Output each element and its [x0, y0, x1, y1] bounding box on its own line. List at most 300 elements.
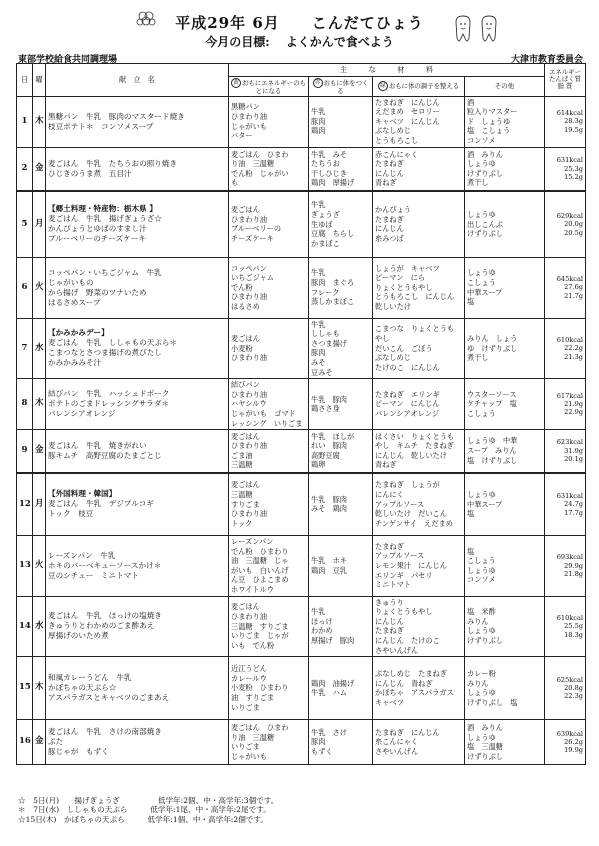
- weekday-cell: 金: [33, 147, 46, 191]
- ingredient: 黒糖パン: [231, 102, 260, 112]
- col-menu: 献 立 名: [46, 64, 229, 97]
- menu-item: こまつなとさつま揚げの煮びたし: [48, 348, 162, 358]
- ingredient: いりごま: [231, 742, 260, 752]
- menu-item: 麦ごはん 牛乳 たちうおの照り焼き: [48, 158, 178, 168]
- ingredient: しょうゆ: [467, 565, 496, 575]
- ingredient: 煮干し: [467, 178, 489, 188]
- ingredient: にんじん たけのこ: [375, 636, 440, 646]
- day-cell: 6: [17, 257, 33, 318]
- ingredient: こしょう: [467, 408, 496, 418]
- nutrition-value: 25.5g: [564, 622, 584, 631]
- menu-cell: [46, 379, 229, 430]
- ingredient-cell: [465, 257, 545, 318]
- table-row: [17, 379, 586, 430]
- ingredient: 塩 三温糖: [467, 742, 503, 752]
- menu-cell: [46, 430, 229, 473]
- ingredient: 糸こんにゃく: [375, 737, 418, 747]
- ingredient: ぶなしめじ: [375, 126, 411, 136]
- ingredient-cell: [465, 96, 545, 147]
- ingredient: しょうが キャベツ: [375, 263, 440, 273]
- ingredient: ド しょうゆ: [467, 116, 511, 126]
- ingredient-cell: [309, 257, 373, 318]
- ingredient-cell: [229, 318, 309, 379]
- ingredient: しょうゆ: [467, 688, 496, 698]
- ingredient-cell: [229, 430, 309, 473]
- ingredient: たちうお: [311, 159, 340, 169]
- col-other: その他: [465, 76, 545, 96]
- ingredient-cell: [309, 720, 373, 765]
- menu-item: バレンシアオレンジ: [48, 409, 116, 419]
- ingredient: たまねぎ にんじん: [375, 727, 440, 737]
- nutrition-value: 22.3g: [564, 692, 584, 701]
- menu-item: ぶた: [48, 737, 64, 747]
- ingredient: にんじん 青ねぎ: [375, 678, 433, 688]
- ingredient-cell: [373, 257, 465, 318]
- page-title: 平成29年 6月 こんだてひょう: [175, 14, 424, 32]
- ingredient: はるさめ: [231, 301, 260, 311]
- ingredient: かんぴょう: [375, 205, 411, 215]
- ingredient: 豆腐 ちらし: [311, 229, 355, 239]
- col-day: 日: [17, 64, 33, 97]
- ingredient: たけのこ にんじん: [375, 362, 440, 372]
- ingredient: 三温糖 すりごま: [231, 621, 289, 631]
- weekday-cell: 水: [33, 318, 46, 379]
- menu-cell: [46, 318, 229, 379]
- ingredient: コンソメ: [467, 135, 496, 145]
- col-nutrition: エネルギー たんぱく質 脂 質: [545, 64, 586, 97]
- ingredient: 赤こんにゃく: [375, 149, 418, 159]
- ingredient: いちごジャム: [231, 273, 274, 283]
- ingredient: ししゃも: [311, 329, 340, 339]
- ingredient: 豚肉: [311, 737, 326, 747]
- ingredient: 豚肉 まぐろ: [311, 277, 355, 287]
- nutrition-value: 31.9g: [564, 446, 584, 455]
- day-cell: 12: [17, 473, 33, 536]
- nutrition-value: 19.5g: [564, 125, 584, 134]
- nutrition-cell: [545, 379, 586, 430]
- ingredient: たまねぎ エリンギ: [375, 389, 440, 399]
- ingredient: ピーマン にら: [375, 273, 426, 283]
- ingredient: さつま揚げ: [311, 338, 347, 348]
- ingredient: にんじん: [375, 224, 404, 234]
- ingredient: もずく: [311, 747, 333, 757]
- ingredient: しょうゆ: [467, 209, 496, 219]
- ingredient: 塩: [467, 297, 475, 307]
- nutrition-value: 29.9g: [564, 561, 584, 570]
- menu-rows: [17, 96, 586, 765]
- kitchen-name: 東部学校給食共同調理場: [18, 55, 118, 65]
- ingredient: けずりぶし: [467, 168, 503, 178]
- ingredient: しょうゆ: [467, 159, 496, 169]
- ingredient-cell: [309, 536, 373, 597]
- col-energy-foods: 黄 おもにエネルギーのもとになる: [229, 76, 309, 96]
- menu-item: 黒糖パン 牛乳 豚肉のマスタード焼き: [48, 111, 185, 121]
- weekday-cell: 水: [33, 596, 46, 657]
- ingredient: 青ねぎ: [375, 178, 397, 188]
- menu-item: トック 枝豆: [48, 509, 94, 519]
- ingredient: コッペパン: [231, 263, 267, 273]
- menu-item: 豚じゃが もずく: [48, 747, 109, 757]
- nutrition-value: 21.8g: [564, 570, 584, 579]
- ingredient: みりん しょう: [467, 333, 518, 343]
- ingredient: ひまわり油: [231, 214, 267, 224]
- nutrition-value: 631kcal: [556, 491, 584, 500]
- ingredient: すりごま: [231, 499, 260, 509]
- ingredient: 鶏肉 豆乳: [311, 565, 347, 575]
- ingredient: 塩 こしょう: [467, 126, 511, 136]
- footnote: ＊ 7日(水) ししゃもの天ぷら 低学年:1尾、中・高学年:2尾です。: [18, 805, 271, 815]
- nutrition-value: 631kcal: [556, 156, 584, 165]
- nutrition-value: 22.2g: [564, 344, 584, 353]
- menu-cell: [46, 596, 229, 657]
- ingredient-cell: [309, 657, 373, 720]
- table-row: [17, 147, 586, 191]
- weekday-cell: 木: [33, 379, 46, 430]
- ingredient: ん豆 ひよこまめ: [231, 575, 289, 585]
- day-cell: 15: [17, 657, 33, 720]
- ingredient: ひまわり油: [231, 612, 267, 622]
- ingredient-cell: [309, 191, 373, 257]
- menu-cell: [46, 147, 229, 191]
- ingredient: 酒: [467, 97, 475, 107]
- nutrition-cell: [545, 257, 586, 318]
- ingredient: しょうゆ: [467, 732, 496, 742]
- ingredient-cell: [309, 147, 373, 191]
- ingredient: 塩: [467, 546, 475, 556]
- weekday-cell: 金: [33, 720, 46, 765]
- ingredient: 牛乳: [311, 607, 326, 617]
- ingredient: 牛乳 ハム: [311, 688, 347, 698]
- ingredient: カレールウ: [231, 673, 267, 683]
- ingredient: 煮干し: [467, 353, 489, 363]
- ingredient: ぶなしめじ: [375, 353, 411, 363]
- ingredient: しょうゆ: [467, 626, 496, 636]
- ingredient: 豚肉: [311, 116, 326, 126]
- ingredient: みりん: [467, 678, 489, 688]
- ingredient: りょくとうもやし: [375, 282, 433, 292]
- table-row: [17, 430, 586, 473]
- weekday-cell: 金: [33, 430, 46, 473]
- ingredient: 小麦粉: [231, 343, 253, 353]
- table-row: [17, 96, 586, 147]
- ingredient: ウスターソース: [467, 389, 517, 399]
- ingredient: 鶏ささ身: [311, 404, 340, 414]
- ingredient-cell: [373, 473, 465, 536]
- ingredient-cell: [373, 96, 465, 147]
- ingredient: にんにく: [375, 489, 404, 499]
- ingredient: 牛乳: [311, 319, 326, 329]
- col-ingredients: 主 な 材 料: [229, 64, 545, 77]
- nutrition-cell: [545, 657, 586, 720]
- ingredient-cell: [373, 379, 465, 430]
- ingredient-cell: [229, 473, 309, 536]
- ingredient: 麦ごはん ひまわ: [231, 149, 289, 159]
- ingredient: にんじん 乾しいたけ: [375, 450, 447, 460]
- ingredient: だいこん ごぼう: [375, 343, 433, 353]
- ingredient-cell: [465, 657, 545, 720]
- ingredient-cell: [373, 191, 465, 257]
- ingredient-cell: [465, 191, 545, 257]
- nutrition-cell: [545, 473, 586, 536]
- ingredient: はくさい りょくとうも: [375, 431, 455, 441]
- ingredient: こまつな りょくとうも: [375, 324, 455, 334]
- ingredient-cell: [465, 473, 545, 536]
- ingredient: 干しひじき: [311, 168, 347, 178]
- day-cell: 2: [17, 147, 33, 191]
- weekday-cell: 木: [33, 657, 46, 720]
- day-cell: 16: [17, 720, 33, 765]
- nutrition-value: 17.7g: [564, 508, 584, 517]
- ingredient: 麦ごはん: [231, 205, 260, 215]
- ingredient-cell: [465, 596, 545, 657]
- nutrition-value: 22.9g: [564, 408, 584, 417]
- ingredient-cell: [373, 657, 465, 720]
- ingredient: しょうゆ: [467, 489, 496, 499]
- menu-item: 麦ごはん 牛乳 揚げぎょうざ☆: [48, 214, 162, 224]
- menu-item: 枝豆ポテト＊ コンソメスープ: [48, 121, 154, 131]
- ingredient-cell: [309, 430, 373, 473]
- ingredient: えだまめ セロリー: [375, 107, 440, 117]
- nutrition-value: 21.7g: [564, 291, 584, 300]
- ingredient: 三温糖: [231, 460, 253, 470]
- ingredient: いも でん粉: [231, 640, 275, 650]
- menu-cell: [46, 536, 229, 597]
- weekday-cell: 火: [33, 536, 46, 597]
- day-cell: 8: [17, 379, 33, 430]
- menu-item: から揚げ 野菜のツナいため: [48, 287, 147, 297]
- table-row: [17, 596, 586, 657]
- nutrition-cell: [545, 318, 586, 379]
- ingredient: 酒 みりん: [467, 149, 503, 159]
- ingredient: けずりぶし: [467, 636, 503, 646]
- ingredient: 豚肉: [311, 348, 326, 358]
- ingredient: 麦ごはん: [231, 333, 260, 343]
- ingredient: でん粉: [231, 282, 253, 292]
- menu-item: ひじきのうま煮 五目汁: [48, 168, 132, 178]
- menu-item: かんぴょうとゆばのすまし汁: [48, 224, 147, 234]
- menu-item: 豚キムチ 高野豆腐のたまごとじ: [48, 450, 162, 460]
- ingredient: みそ: [311, 357, 326, 367]
- ingredient: ゆ けずりぶし: [467, 343, 518, 353]
- menu-item: 麦ごはん 牛乳 さけの南部焼き: [48, 727, 162, 737]
- nutrition-value: 693kcal: [556, 553, 584, 562]
- ingredient: にんじん: [375, 616, 404, 626]
- menu-item: 【かみかみデー】: [48, 328, 109, 338]
- nutrition-value: 20.1g: [564, 455, 584, 464]
- ingredient-cell: [309, 596, 373, 657]
- menu-item: 麦ごはん 牛乳 焼きがれい: [48, 440, 147, 450]
- nutrition-value: 19.9g: [564, 746, 584, 755]
- ingredient: ほっけ: [311, 616, 333, 626]
- ingredient: ひまわり油: [231, 292, 267, 302]
- nutrition-value: 625kcal: [556, 675, 584, 684]
- ingredient: ハヤシルウ: [231, 399, 267, 409]
- ingredient: 麦ごはん ひまわ: [231, 723, 289, 733]
- col-body-foods: 赤 おもに体をつくる: [309, 76, 373, 96]
- menu-item: 結びパン 牛乳 ハッシュドポーク: [48, 389, 170, 399]
- ingredient-cell: [229, 147, 309, 191]
- ingredient-cell: [373, 147, 465, 191]
- weekday-cell: 月: [33, 191, 46, 257]
- nutrition-value: 27.6g: [564, 283, 584, 292]
- ingredient: やし キムチ たまねぎ: [375, 441, 454, 451]
- ingredient: 牛乳: [311, 200, 326, 210]
- nutrition-value: 26.2g: [564, 738, 584, 747]
- menu-item: アスパラガスとキャベツのごまあえ: [48, 693, 170, 703]
- nutrition-value: 24.7g: [564, 500, 584, 509]
- nutrition-value: 645kcal: [556, 274, 584, 283]
- ingredient: やし: [375, 333, 390, 343]
- tooth-characters-icon: [452, 14, 504, 48]
- table-row: [17, 257, 586, 318]
- nutrition-value: 20.0g: [564, 220, 584, 229]
- ingredient-cell: [309, 318, 373, 379]
- day-cell: 5: [17, 191, 33, 257]
- ingredient: 麦ごはん: [231, 480, 260, 490]
- ingredient-cell: [465, 318, 545, 379]
- ingredient: いりごま じゃが: [231, 631, 289, 641]
- ingredient: スープ みりん: [467, 446, 517, 456]
- ingredient: にんじん: [375, 168, 404, 178]
- ingredient: 近江うどん: [231, 664, 267, 674]
- ingredient-cell: [229, 596, 309, 657]
- menu-item: 豆のシチュー ミニトマト: [48, 570, 139, 580]
- ingredient: カレー粉: [467, 669, 496, 679]
- ingredient: 牛乳 みそ: [311, 149, 347, 159]
- nutrition-value: 21.9g: [564, 399, 584, 408]
- table-row: [17, 318, 586, 379]
- ingredient-cell: [229, 191, 309, 257]
- ingredient: 豆みそ: [311, 367, 333, 377]
- ingredient-cell: [373, 536, 465, 597]
- ingredient: 中華スープ: [467, 499, 503, 509]
- ingredient-cell: [229, 257, 309, 318]
- ingredient: ひまわり油: [231, 389, 267, 399]
- ingredient: 牛乳 ホキ: [311, 556, 347, 566]
- ingredient-cell: [229, 720, 309, 765]
- day-cell: 1: [17, 96, 33, 147]
- table-row: [17, 191, 586, 257]
- ingredient-cell: [229, 379, 309, 430]
- ingredient: たまねぎ: [375, 159, 404, 169]
- ingredient: フレーク: [311, 287, 340, 297]
- board-name: 大津市教育委員会: [510, 55, 583, 65]
- ingredient: 中華スープ: [467, 287, 503, 297]
- ingredient: エリンギ パセリ: [375, 570, 433, 580]
- menu-item: 和風カレーうどん 牛乳: [48, 673, 132, 683]
- nutrition-value: 623kcal: [556, 438, 584, 447]
- ingredient: 乾しいたけ: [375, 301, 411, 311]
- ingredient: 鶏卵: [311, 460, 326, 470]
- ingredient: 高野豆腐: [311, 450, 340, 460]
- ingredient: キャベツ: [375, 697, 404, 707]
- menu-item: ホキのバーベキューソースかけ＊: [48, 560, 162, 570]
- ingredient: 結びパン: [231, 380, 260, 390]
- ingredient: さやいんげん: [375, 747, 419, 757]
- nutrition-cell: [545, 430, 586, 473]
- ingredient: り油 三温糖: [231, 732, 275, 742]
- ingredient: けずりぶし 塩: [467, 697, 518, 707]
- menu-cell: [46, 257, 229, 318]
- ingredient-cell: [465, 536, 545, 597]
- menu-item: レーズンパン 牛乳: [48, 550, 116, 560]
- ingredient: ひまわり油: [231, 441, 267, 451]
- ingredient: さやいんげん: [375, 645, 419, 655]
- ingredient: じゃがいも: [231, 121, 267, 131]
- nutrition-cell: [545, 536, 586, 597]
- ingredient: 鶏肉 厚揚げ: [311, 178, 355, 188]
- nutrition-value: 639kcal: [556, 729, 584, 738]
- table-row: [17, 657, 586, 720]
- ingredient-cell: [229, 96, 309, 147]
- ingredient: 塩: [467, 509, 475, 519]
- ingredient: 三温糖: [231, 489, 253, 499]
- menu-item: コッペパン・いちごジャム 牛乳: [48, 267, 162, 277]
- ingredient: 厚揚げ 豚肉: [311, 636, 355, 646]
- ingredient: 塩 米酢: [467, 607, 496, 617]
- ingredient: みそ 鶏肉: [311, 504, 347, 514]
- ingredient: れい 豚肉: [311, 441, 347, 451]
- ingredient: 乾しいたけ だいこん: [375, 509, 447, 519]
- ingredient: ひまわり油: [231, 509, 267, 519]
- ingredient: たまねぎ: [375, 626, 404, 636]
- nutrition-value: 617kcal: [556, 391, 584, 400]
- nutrition-value: 610kcal: [556, 335, 584, 344]
- ingredient: わかめ: [311, 626, 333, 636]
- footnotes: [18, 796, 278, 824]
- nutrition-value: 610kcal: [556, 613, 584, 622]
- ingredient: 牛乳 さけ: [311, 727, 347, 737]
- ingredient: アップルソース: [375, 499, 425, 509]
- ingredient: でん粉 ひまわり: [231, 546, 289, 556]
- col-condition-foods: 緑 おもに体の調子を整える: [373, 76, 465, 96]
- ingredient: たまねぎ: [375, 214, 404, 224]
- ingredient-cell: [373, 596, 465, 657]
- ingredient: けずりぶし: [467, 751, 503, 761]
- ingredient: ぶなしめじ たまねぎ: [375, 669, 447, 679]
- weekday-cell: 火: [33, 257, 46, 318]
- ingredient: ぎょうざ: [311, 209, 340, 219]
- ingredient: 粒入りマスター: [467, 107, 518, 117]
- menu-item: ブルーベリーのチーズケーキ: [48, 234, 147, 244]
- nutrition-value: 28.3g: [564, 117, 584, 126]
- ingredient-cell: [229, 657, 309, 720]
- menu-item: じゃがいもの: [48, 277, 94, 287]
- nutrition-value: 614kcal: [556, 108, 584, 117]
- ingredient: とうもろこし: [375, 135, 419, 145]
- ingredient: バター: [231, 131, 253, 141]
- ingredient: ひまわり油: [231, 111, 267, 121]
- nutrition-cell: [545, 191, 586, 257]
- ingredient: 麦ごはん: [231, 431, 260, 441]
- ingredient: しょうゆ: [467, 268, 496, 278]
- ingredient: じゃがいも: [231, 751, 267, 761]
- ingredient: 糸みつば: [375, 233, 404, 243]
- ingredient: 麦ごはん: [231, 602, 260, 612]
- menu-cell: [46, 720, 229, 765]
- ingredient: たまねぎ: [375, 541, 404, 551]
- header: [0, 0, 599, 50]
- ingredient: 塩 けずりぶし: [467, 455, 518, 465]
- menu-item: 麦ごはん 牛乳 ほっけの塩焼き: [48, 611, 162, 621]
- ingredient: レーズンパン: [231, 537, 274, 547]
- nutrition-cell: [545, 147, 586, 191]
- day-cell: 14: [17, 596, 33, 657]
- ingredient: 牛乳: [311, 268, 326, 278]
- ingredient: みりん: [467, 616, 489, 626]
- menu-item: ポテトのごまドレッシングサラダ＊: [48, 399, 170, 409]
- ingredient: ピーマン にんじん: [375, 399, 440, 409]
